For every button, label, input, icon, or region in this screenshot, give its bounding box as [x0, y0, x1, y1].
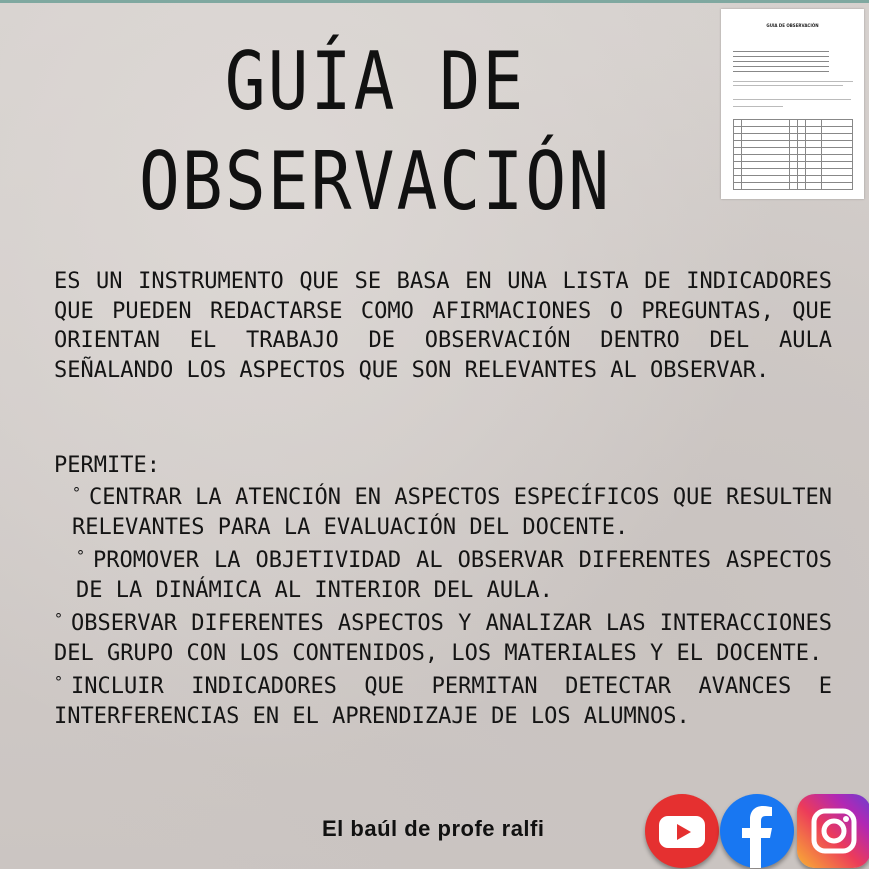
facebook-icon[interactable] [720, 794, 794, 868]
intro-paragraph: ES UN INSTRUMENTO QUE SE BASA EN UNA LISTA DE INDICADORES QUE PUEDEN REDACTARSE COMO AFIRMACIONES O PREGUNTAS, QUE ORIENTAN EL TRABAJO DE OBSERVACIÓN DENTRO DEL AULA SEÑALANDO LOS ASPECTOS QUE SON RELEVANTES AL OBSERVAR. [54, 269, 832, 383]
bullet-text: INCLUIR INDICADORES QUE PERMITAN DETECTAR AVANCES E INTERFERENCIAS EN EL APRENDIZAJE DE LOS ALUMNOS. [54, 674, 832, 729]
title-line-2: OBSERVACIÓN [138, 135, 612, 230]
thumbnail-heading: GUIA DE OBSERVACIÓN [766, 23, 819, 28]
bullet-text: CENTRAR LA ATENCIÓN EN ASPECTOS ESPECÍFICOS QUE RESULTEN RELEVANTES PARA LA EVALUACIÓN DEL DOCENTE. [72, 485, 832, 540]
permite-label: PERMITE: [54, 453, 160, 478]
bullet-item [54, 542, 832, 605]
youtube-icon[interactable] [645, 794, 719, 868]
brand-label: El baúl de profe ralfi [322, 816, 545, 841]
bullet-item [54, 479, 832, 542]
bullet-marker: ° [76, 547, 86, 565]
bullet-marker: ° [54, 673, 64, 691]
title-line-1: GUÍA DE [224, 35, 526, 130]
bullet-marker: ° [72, 484, 82, 502]
bullet-text: PROMOVER LA OBJETIVIDAD AL OBSERVAR DIFERENTES ASPECTOS DE LA DINÁMICA AL INTERIOR DEL AULA. [76, 548, 832, 603]
document-thumbnail [721, 9, 864, 199]
instagram-icon[interactable] [797, 794, 869, 868]
bullet-item [54, 605, 832, 668]
bullet-item [54, 668, 832, 731]
bullet-marker: ° [54, 610, 64, 628]
bullet-list [54, 479, 832, 731]
bullet-text: OBSERVAR DIFERENTES ASPECTOS Y ANALIZAR LAS INTERACCIONES DEL GRUPO CON LOS CONTENIDOS, LOS MATERIALES Y EL DOCENTE. [54, 611, 832, 666]
